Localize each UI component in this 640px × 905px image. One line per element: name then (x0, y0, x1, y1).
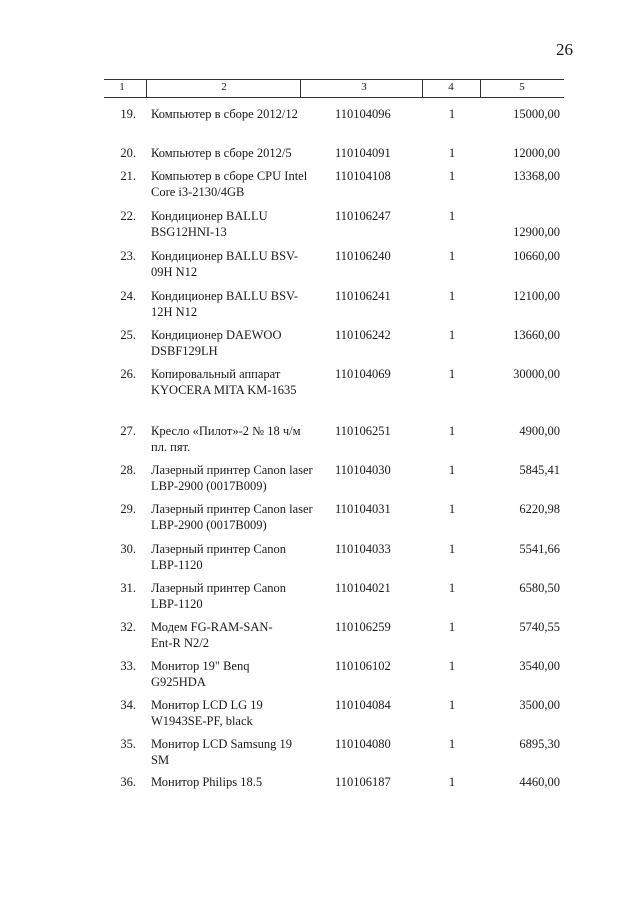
price: 3540,00 (519, 659, 560, 673)
price: 3500,00 (519, 698, 560, 712)
price: 13368,00 (513, 169, 560, 183)
price: 13660,00 (513, 328, 560, 342)
row-number: 34. (120, 698, 136, 712)
quantity: 1 (448, 659, 456, 673)
item-name: Кондиционер BALLU BSG12HNI-13 (151, 209, 268, 239)
inventory-number: 110104030 (335, 463, 391, 477)
header-divider (480, 80, 481, 97)
quantity: 1 (448, 581, 456, 595)
quantity: 1 (448, 542, 456, 556)
inventory-number: 110104084 (335, 698, 391, 712)
inventory-number: 110106251 (335, 424, 391, 438)
row-number: 20. (120, 146, 136, 160)
price: 30000,00 (513, 367, 560, 381)
item-name: Копировальный аппарат KYOCERA MITA KM-1635 (151, 367, 297, 397)
quantity: 1 (448, 698, 456, 712)
header-col-5: 5 (519, 81, 525, 93)
price: 6580,50 (519, 581, 560, 595)
inventory-number: 110106259 (335, 620, 391, 634)
quantity: 1 (448, 209, 456, 223)
price: 5845,41 (519, 463, 560, 477)
inventory-number: 110104096 (335, 107, 391, 121)
row-number: 35. (120, 737, 136, 751)
page-number: 26 (556, 40, 573, 59)
header-col-2: 2 (221, 81, 227, 93)
quantity: 1 (448, 502, 456, 516)
quantity: 1 (448, 463, 456, 477)
row-number: 29. (120, 502, 136, 516)
row-number: 26. (120, 367, 136, 381)
price: 6895,30 (519, 737, 560, 751)
quantity: 1 (448, 424, 456, 438)
header-col-3: 3 (361, 81, 367, 93)
row-number: 33. (120, 659, 136, 673)
inventory-number: 110106187 (335, 775, 391, 789)
item-name: Монитор LCD Samsung 19 SM (151, 737, 292, 767)
row-number: 21. (120, 169, 136, 183)
item-name: Монитор LCD LG 19 W1943SE-PF, black (151, 698, 263, 728)
inventory-number: 110106241 (335, 289, 391, 303)
table-header (104, 79, 564, 98)
inventory-number: 110104091 (335, 146, 391, 160)
item-name: Монитор 19" Benq G925HDA (151, 659, 250, 689)
item-name: Лазерный принтер Canon laser LBP-2900 (0017B009) (151, 502, 313, 532)
item-name: Лазерный принтер Canon LBP-1120 (151, 581, 287, 611)
quantity: 1 (448, 169, 456, 183)
inventory-number: 110104021 (335, 581, 391, 595)
price: 4460,00 (519, 775, 560, 789)
quantity: 1 (448, 367, 456, 381)
quantity: 1 (448, 620, 456, 634)
quantity: 1 (448, 289, 456, 303)
inventory-number: 110104031 (335, 502, 391, 516)
row-number: 19. (120, 107, 136, 121)
inventory-number: 110106242 (335, 328, 391, 342)
item-name: Кондиционер DAEWOO DSBF129LH (151, 328, 282, 358)
item-name: Модем FG-RAM-SAN-Ent-R N2/2 (151, 620, 273, 650)
item-name: Компьютер в сборе CPU Intel Core i3-2130/4GB (151, 169, 308, 199)
price: 5740,55 (519, 620, 560, 634)
inventory-number: 110106240 (335, 249, 391, 263)
row-number: 24. (120, 289, 136, 303)
price: 15000,00 (513, 107, 560, 121)
quantity: 1 (448, 328, 456, 342)
quantity: 1 (448, 249, 456, 263)
inventory-number: 110104080 (335, 737, 391, 751)
quantity: 1 (448, 107, 456, 121)
item-name: Кондиционер BALLU BSV-09H N12 (151, 249, 299, 279)
inventory-number: 110104033 (335, 542, 391, 556)
item-name: Лазерный принтер Canon LBP-1120 (151, 542, 287, 572)
item-name: Монитор Philips 18.5 (151, 775, 263, 789)
quantity: 1 (448, 737, 456, 751)
header-col-1: 1 (119, 81, 125, 93)
header-divider (146, 80, 147, 97)
row-number: 31. (120, 581, 136, 595)
quantity: 1 (448, 146, 456, 160)
row-number: 30. (120, 542, 136, 556)
price: 10660,00 (513, 249, 560, 263)
row-number: 27. (120, 424, 136, 438)
item-name: Лазерный принтер Canon laser LBP-2900 (0017B009) (151, 463, 313, 493)
inventory-number: 110106247 (335, 209, 391, 223)
price: 12100,00 (513, 289, 560, 303)
item-name: Компьютер в сборе 2012/12 (151, 107, 298, 121)
header-col-4: 4 (448, 81, 454, 93)
price: 5541,66 (519, 542, 560, 556)
price: 6220,98 (519, 502, 560, 516)
header-divider (422, 80, 423, 97)
inventory-number: 110104069 (335, 367, 391, 381)
row-number: 36. (120, 775, 136, 789)
item-name: Кресло «Пилот»-2 № 18 ч/м пл. пят. (151, 424, 301, 454)
row-number: 25. (120, 328, 136, 342)
header-divider (300, 80, 301, 97)
row-number: 28. (120, 463, 136, 477)
price: 4900,00 (519, 424, 560, 438)
price: 12000,00 (513, 146, 560, 160)
inventory-number: 110106102 (335, 659, 391, 673)
row-number: 23. (120, 249, 136, 263)
price: 12900,00 (513, 225, 560, 239)
item-name: Кондиционер BALLU BSV-12H N12 (151, 289, 299, 319)
item-name: Компьютер в сборе 2012/5 (151, 146, 292, 160)
inventory-number: 110104108 (335, 169, 391, 183)
quantity: 1 (448, 775, 456, 789)
row-number: 32. (120, 620, 136, 634)
row-number: 22. (120, 209, 136, 223)
